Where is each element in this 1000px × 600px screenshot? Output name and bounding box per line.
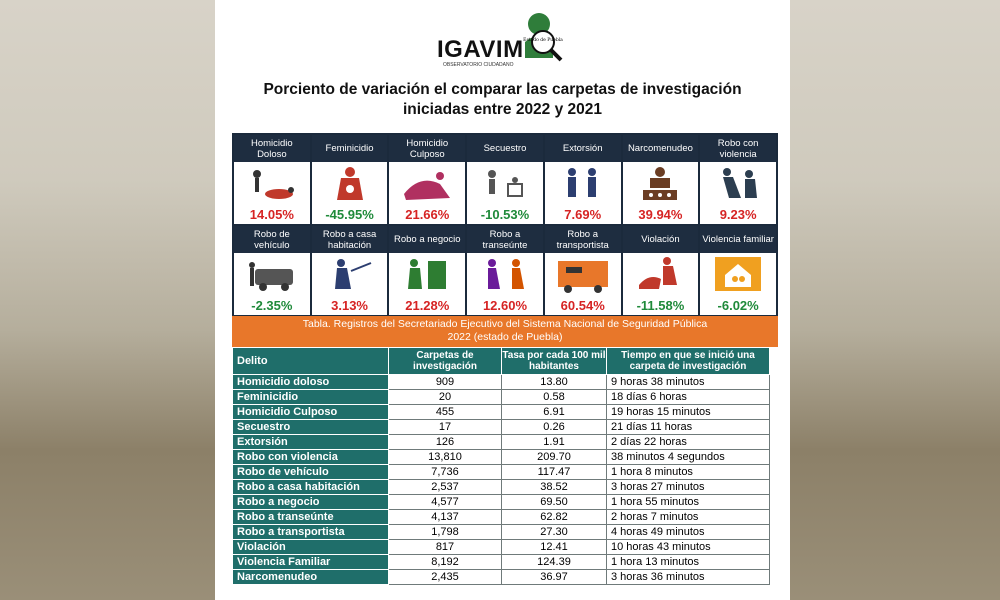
infographic-sheet bbox=[215, 0, 790, 600]
table-header-row bbox=[233, 348, 770, 375]
crime-variation-grid bbox=[232, 133, 778, 317]
table-row bbox=[233, 540, 770, 555]
crime-card-percent: 14.05% bbox=[249, 207, 294, 222]
business-robbery-icon bbox=[400, 255, 454, 295]
crime-card-percent: 39.94% bbox=[638, 207, 683, 222]
cell-tasa: 1.91 bbox=[502, 435, 607, 450]
crime-card bbox=[622, 134, 700, 225]
detective-mascot-icon bbox=[515, 6, 575, 64]
pedestrian-robbery-icon bbox=[478, 255, 532, 295]
cell-tasa: 0.26 bbox=[502, 420, 607, 435]
cell-carpetas: 2,435 bbox=[389, 570, 502, 585]
cell-carpetas: 7,736 bbox=[389, 465, 502, 480]
crime-card-percent: 3.13% bbox=[331, 298, 368, 313]
crime-card-label: Robo a transeúnte bbox=[467, 226, 543, 253]
domestic-violence-icon bbox=[711, 255, 765, 295]
background-right bbox=[790, 0, 1000, 600]
logo-name: IGAVIM bbox=[437, 36, 524, 63]
crime-card-percent: -2.35% bbox=[251, 298, 293, 313]
cell-carpetas: 1,798 bbox=[389, 525, 502, 540]
cell-tiempo: 1 hora 8 minutos bbox=[607, 465, 770, 480]
cell-tasa: 27.30 bbox=[502, 525, 607, 540]
cell-tiempo: 21 días 11 horas bbox=[607, 420, 770, 435]
cell-tasa: 69.50 bbox=[502, 495, 607, 510]
cell-tiempo: 1 hora 13 minutos bbox=[607, 555, 770, 570]
crime-card bbox=[544, 134, 622, 225]
cell-tiempo: 4 horas 49 minutos bbox=[607, 525, 770, 540]
table-row bbox=[233, 510, 770, 525]
background-left bbox=[0, 0, 215, 600]
cell-delito: Narcomenudeo bbox=[233, 570, 389, 585]
table-row bbox=[233, 465, 770, 480]
svg-text:Estado de Puebla: Estado de Puebla bbox=[523, 38, 563, 43]
header-tiempo: Tiempo en que se inició una carpeta de investigación bbox=[607, 348, 770, 375]
page-title-line1: Porciento de variación el comparar las carpetas de investigación bbox=[263, 81, 742, 98]
crime-card-percent: -45.95% bbox=[325, 207, 374, 222]
header-delito: Delito bbox=[233, 348, 389, 375]
cell-tasa: 13.80 bbox=[502, 375, 607, 390]
cell-delito: Robo de vehículo bbox=[233, 465, 389, 480]
crime-card-label: Robo de vehículo bbox=[234, 226, 310, 253]
cell-tasa: 62.82 bbox=[502, 510, 607, 525]
table-row bbox=[233, 435, 770, 450]
cell-carpetas: 8,192 bbox=[389, 555, 502, 570]
cell-carpetas: 20 bbox=[389, 390, 502, 405]
cell-carpetas: 126 bbox=[389, 435, 502, 450]
crime-card-label: Robo a casa habitación bbox=[312, 226, 388, 253]
cell-carpetas: 909 bbox=[389, 375, 502, 390]
homicide-icon bbox=[245, 164, 299, 204]
femicide-icon bbox=[323, 164, 377, 204]
cell-delito: Robo a casa habitación bbox=[233, 480, 389, 495]
cell-delito: Violencia Familiar bbox=[233, 555, 389, 570]
header-tasa: Tasa por cada 100 mil habitantes bbox=[502, 348, 607, 375]
cell-delito: Robo con violencia bbox=[233, 450, 389, 465]
cell-delito: Violación bbox=[233, 540, 389, 555]
car-theft-icon bbox=[245, 255, 299, 295]
table-row bbox=[233, 480, 770, 495]
crime-card bbox=[311, 225, 389, 316]
cell-tasa: 209.70 bbox=[502, 450, 607, 465]
cell-delito: Robo a transportista bbox=[233, 525, 389, 540]
cell-tasa: 38.52 bbox=[502, 480, 607, 495]
crime-card bbox=[544, 225, 622, 316]
cell-tasa: 12.41 bbox=[502, 540, 607, 555]
crime-card bbox=[466, 225, 544, 316]
cell-carpetas: 4,577 bbox=[389, 495, 502, 510]
cell-tiempo: 19 horas 15 minutos bbox=[607, 405, 770, 420]
cell-tasa: 6.91 bbox=[502, 405, 607, 420]
logo-subtitle: OBSERVATORIO CIUDADANO bbox=[443, 62, 514, 68]
crime-card-label: Robo con violencia bbox=[700, 135, 776, 162]
crime-card-label: Narcomenudeo bbox=[623, 135, 699, 162]
cell-delito: Secuestro bbox=[233, 420, 389, 435]
cell-carpetas: 13,810 bbox=[389, 450, 502, 465]
table-caption-line1: Tabla. Registros del Secretariado Ejecutivo del Sistema Nacional de Seguridad Pública bbox=[302, 318, 708, 330]
crime-card bbox=[699, 225, 777, 316]
cell-tasa: 124.39 bbox=[502, 555, 607, 570]
table-row bbox=[233, 375, 770, 390]
table-row bbox=[233, 525, 770, 540]
cell-delito: Homicidio doloso bbox=[233, 375, 389, 390]
cell-carpetas: 2,537 bbox=[389, 480, 502, 495]
crime-card-percent: -6.02% bbox=[717, 298, 759, 313]
table-row bbox=[233, 390, 770, 405]
table-row bbox=[233, 450, 770, 465]
crime-records-table bbox=[232, 347, 770, 585]
crime-card-percent: -11.58% bbox=[636, 298, 685, 313]
cell-delito: Robo a negocio bbox=[233, 495, 389, 510]
table-row bbox=[233, 570, 770, 585]
house-burglary-icon bbox=[323, 255, 377, 295]
crime-card bbox=[388, 134, 466, 225]
rape-icon bbox=[633, 255, 687, 295]
cell-carpetas: 4,137 bbox=[389, 510, 502, 525]
header-carpetas: Carpetas de investigación bbox=[389, 348, 502, 375]
crime-card-percent: 21.28% bbox=[405, 298, 450, 313]
crime-card bbox=[233, 225, 311, 316]
cell-tiempo: 10 horas 43 minutos bbox=[607, 540, 770, 555]
cell-tasa: 36.97 bbox=[502, 570, 607, 585]
crime-card-percent: 60.54% bbox=[560, 298, 605, 313]
table-row bbox=[233, 405, 770, 420]
cell-delito: Homicidio Culposo bbox=[233, 405, 389, 420]
page-title-line2: iniciadas entre 2022 y 2021 bbox=[402, 101, 603, 118]
cell-tasa: 0.58 bbox=[502, 390, 607, 405]
cell-tiempo: 38 minutos 4 segundos bbox=[607, 450, 770, 465]
crime-card-label: Violencia familiar bbox=[700, 226, 776, 253]
table-row bbox=[233, 495, 770, 510]
crime-card-percent: 12.60% bbox=[482, 298, 528, 313]
cell-tiempo: 1 hora 55 minutos bbox=[607, 495, 770, 510]
cell-carpetas: 17 bbox=[389, 420, 502, 435]
cell-carpetas: 817 bbox=[389, 540, 502, 555]
cell-tiempo: 9 horas 38 minutos bbox=[607, 375, 770, 390]
crime-card-label: Extorsión bbox=[545, 135, 621, 162]
crime-card bbox=[466, 134, 544, 225]
crime-card-label: Violación bbox=[623, 226, 699, 253]
crime-card bbox=[233, 134, 311, 225]
cell-delito: Feminicidio bbox=[233, 390, 389, 405]
cell-tiempo: 3 horas 27 minutos bbox=[607, 480, 770, 495]
kidnapping-icon bbox=[478, 164, 532, 204]
cell-tiempo: 3 horas 36 minutos bbox=[607, 570, 770, 585]
crime-card-label: Homicidio Culposo bbox=[389, 135, 465, 162]
igavim-logo bbox=[437, 6, 577, 66]
crime-card-label: Feminicidio bbox=[312, 135, 388, 162]
cell-delito: Extorsión bbox=[233, 435, 389, 450]
crime-card-label: Homicidio Doloso bbox=[234, 135, 310, 162]
table-row bbox=[233, 555, 770, 570]
crime-card-percent: 7.69% bbox=[564, 207, 602, 222]
cell-tiempo: 2 días 22 horas bbox=[607, 435, 770, 450]
cell-carpetas: 455 bbox=[389, 405, 502, 420]
table-row bbox=[233, 420, 770, 435]
crime-card bbox=[311, 134, 389, 225]
cell-tiempo: 2 horas 7 minutos bbox=[607, 510, 770, 525]
cell-delito: Robo a transeúnte bbox=[233, 510, 389, 525]
cell-tasa: 117.47 bbox=[502, 465, 607, 480]
crime-card-label: Robo a transportista bbox=[545, 226, 621, 253]
drug-dealing-icon bbox=[633, 164, 687, 204]
table-caption-line2: 2022 (estado de Puebla) bbox=[447, 331, 563, 343]
truck-robbery-icon bbox=[556, 255, 610, 295]
crime-card-percent: -10.53% bbox=[480, 207, 530, 222]
crime-card bbox=[699, 134, 777, 225]
crime-card bbox=[622, 225, 700, 316]
manslaughter-icon bbox=[400, 164, 454, 204]
crime-card-percent: 21.66% bbox=[405, 207, 450, 222]
crime-card-label: Secuestro bbox=[467, 135, 543, 162]
table-caption bbox=[232, 316, 778, 347]
crime-card bbox=[388, 225, 466, 316]
violent-robbery-icon bbox=[711, 164, 765, 204]
crime-card-label: Robo a negocio bbox=[389, 226, 465, 253]
crime-card-percent: 9.23% bbox=[719, 207, 757, 222]
cell-tiempo: 18 días 6 horas bbox=[607, 390, 770, 405]
extortion-icon bbox=[556, 164, 610, 204]
